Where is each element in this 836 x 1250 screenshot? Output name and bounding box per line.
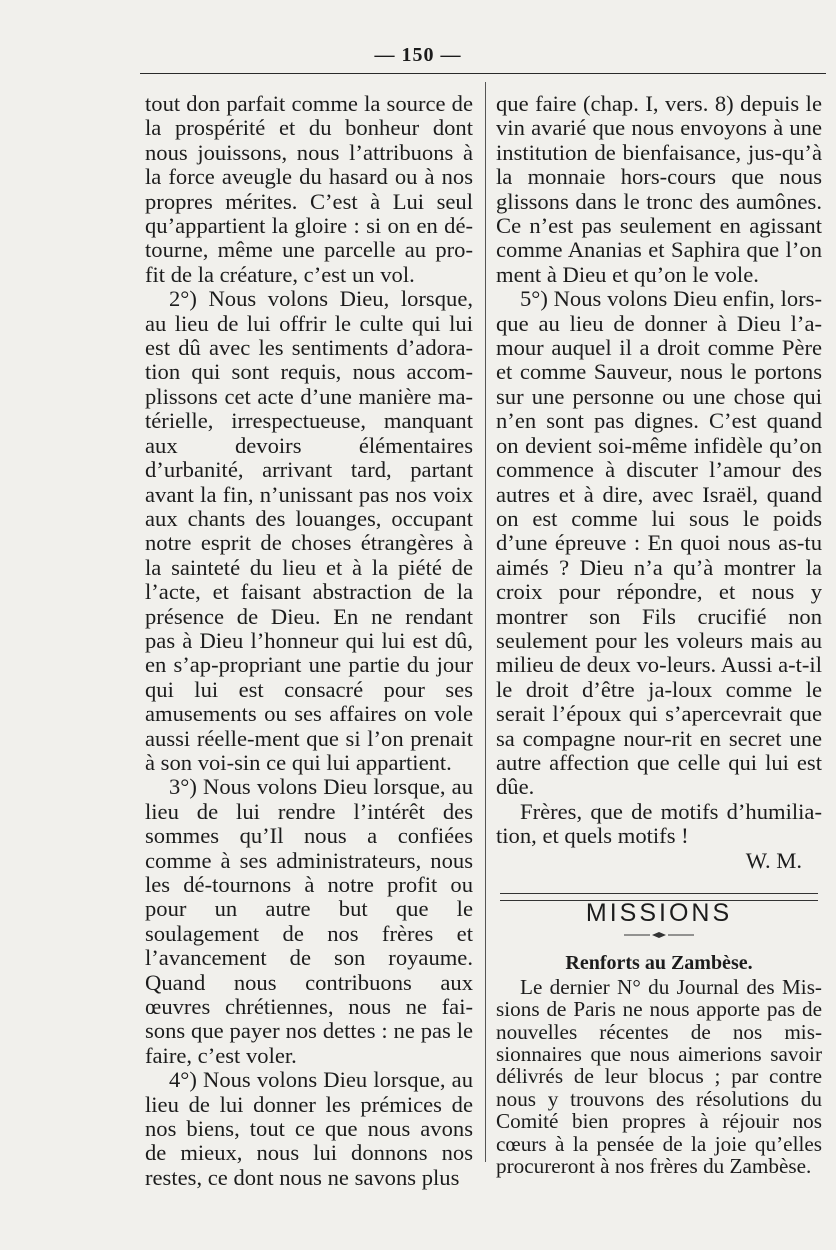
header-rule: [140, 73, 826, 74]
signature: W. M.: [745, 847, 802, 873]
left-paragraph-1: tout don parfait comme la source de la prospérité et du bonheur dont nous jouissons, nous l’attribuons à la force aveugle du hasard ou à nos propres mérites. C’est à Lui seul qu’appartient la gloire : si on en dé-tourne, même une parcelle au pro-fit de la créature, c’est un vol.: [145, 91, 473, 287]
section-title: MISSIONS: [585, 899, 733, 927]
column-divider: [485, 82, 486, 1162]
page-number: — 150 —: [374, 44, 462, 66]
left-column: [145, 92, 473, 1190]
left-paragraph-4: 4°) Nous volons Dieu lorsque, au lieu de lui donner les prémices de nos biens, tout ce que nous avons de mieux, nous lui donnons nos restes, ce dont nous ne savons plus: [145, 1067, 473, 1190]
article-body: Le dernier N° du Journal des Mis-sions de Paris ne nous apporte pas de nouvelles récentes de nos mis-sionnaires que nous aimerions savoir délivrés de leur blocus ; par contre nous y trouvons des résolutions du Comité bien propres à réjouir nos cœurs à la pensée de la joie qu’elles procureront à nos frères du Zambèse.: [496, 974, 822, 1179]
right-paragraph-3: Frères, que de motifs d’humilia-tion, et quels motifs !: [496, 798, 822, 849]
left-paragraph-3: 3°) Nous volons Dieu lorsque, au lieu de lui rendre l’intérêt des sommes qu’Il nous a confiées comme à ses administrateurs, nous les dé-tournons à notre profit ou pour un autre but que le soulagement de nos frères et l’avancement de son royaume. Quand nous contribuons aux œuvres chrétiennes, nous ne fai-sons que payer nos dettes : ne pas le faire, c’est voler.: [145, 774, 473, 1068]
article-title: Renforts au Zambèse.: [565, 952, 753, 975]
right-paragraph-1: que faire (chap. I, vers. 8) depuis le vin avarié que nous envoyons à une institution de bienfaisance, jus-qu’à la monnaie hors-cours que nous glissons dans le tronc des aumônes. Ce n’est pas seulement en agissant comme Ananias et Saphira que l’on ment à Dieu et qu’on le vole.: [496, 91, 822, 287]
left-paragraph-2: 2°) Nous volons Dieu, lorsque, au lieu de lui offrir le culte qui lui est dû avec les sentiments d’adora-tion qui sont requis, nous accom-plissons cet acte d’une manière ma-térielle, irrespectueuse, manquant aux devoirs élémentaires d’urbanité, arrivant tard, partant avant la fin, n’unissant pas nos voix aux chants des louanges, occupant notre esprit de choses étrangères à la sainteté du lieu et à la piété de l’acte, et faisant abstraction de la présence de Dieu. En ne rendant pas à Dieu l’honneur qui lui est dû, en s’ap-propriant une partie du jour qui lui est consacré pour ses amusements ou ses affaires on vole aussi réelle-ment que si l’on prenait à son voi-sin ce qui lui appartient.: [145, 286, 473, 775]
right-paragraph-2: 5°) Nous volons Dieu enfin, lors-que au lieu de donner à Dieu l’a-mour auquel il a droit comme Père et comme Sauveur, nous le portons sur une personne ou une chose qui n’en sont pas dignes. C’est quand on devient soi-même infidèle qu’on commence à discuter l’amour des autres et à dire, avec Israël, quand on est comme lui sous le poids d’une épreuve : En quoi nous as-tu aimés ? Dieu n’a qu’à montrer la croix pour répondre, et nous y montrer son Fils crucifié non seulement pour les voleurs mais au milieu de deux vo-leurs. Aussi a-t-il le droit d’être ja-loux comme le serait l’époux qui s’apercevrait que sa compagne nour-rit en secret une autre affection que celle qui lui est dûe.: [496, 286, 822, 800]
ornament-divider: [496, 929, 822, 941]
right-column: [496, 92, 822, 1177]
